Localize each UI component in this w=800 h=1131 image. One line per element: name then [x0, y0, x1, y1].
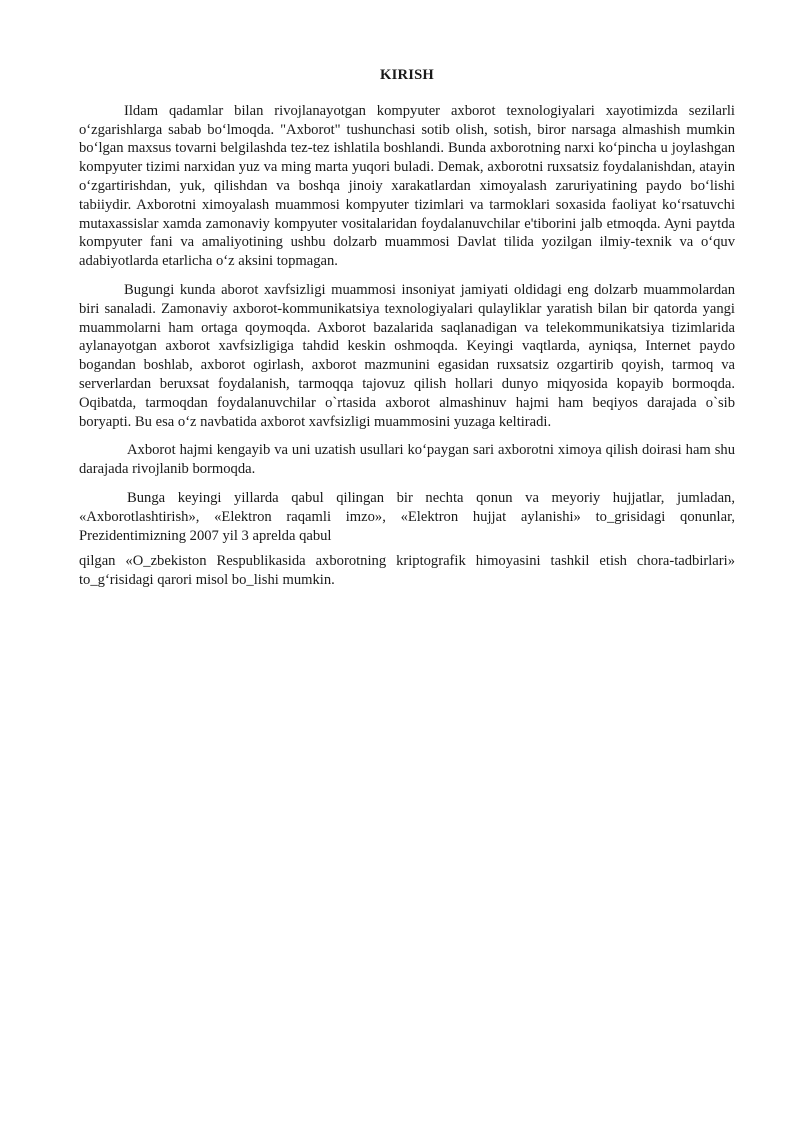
paragraph-3: Axborot hajmi kengayib va uni uzatish usullari koʻpaygan sari axborotni ximoya qilish doirasi ham shu darajada rivojlanib bormoqda. — [79, 442, 735, 478]
paragraph-1: Ildam qadamlar bilan rivojlanayotgan kompyuter axborot texnologiyalari xayotimizda sezilarli oʻzgarishlarga sabab boʻlmoqda. "Axborot" tushunchasi sotib olish, sotish, biror narsaga almashish mumkin boʻlgan maxsus tovarni belgilashda tez-tez ishlatila boshlandi. Bunda axborotning narxi koʻpincha u joylashgan kompyuter tizimi narxidan yuz va ming marta yuqori buladi. Demak, axborotni ruxsatsiz foydalanishdan, atayin oʻzgartirishdan, yuk, qilishdan va boshqa jinoiy xarakatlardan ximoyalash zaruriyatining paydo boʻlishi tabiiydir. Axborotni ximoyalash muammosi kompyuter tizimlari va tarmoklari soxasida faoliyat koʻrsatuvchi mutaxassislar xamda zamonaviy kompyuter vositalaridan foydalanuvchilar e'tiborini jalb etmoqda. Ayni paytda kompyuter fani va amaliyotining ushbu dolzarb muammosi Davlat tilida yozilgan ilmiy-texnik va oʻquv adabiyotlarda etarlicha oʻz aksini topmagan. — [79, 102, 735, 270]
paragraph-2: Bugungi kunda aborot xavfsizligi muammosi insoniyat jamiyati oldidagi eng dolzarb muammolardan biri sanaladi. Zamonaviy axborot-kommunikatsiya texnologiyalari qulayliklar yaratish bilan bir qatorda yangi muammolarni ham ortaga qoymoqda. Axborot bazalarida saqlanadigan va telekommunikatsiya tizimlarida aylanayotgan axborot xavfsizligiga tahdid keskin oshmoqda. Keyingi vaqtlarda, ayniqsa, Internet paydo bogandan boshlab, axborot ogirlash, axborot mazmunini egasidan ruxsatsiz ozgartirib qoyish, tarmoq va serverlardan beruxsat foydalanish, tarmoqqa tajovuz qilish hollari dunyo miqyosida kopayib bormoqda. Oqibatda, tarmoqdan foydalanuvchilar o`rtasida axborot almashinuv hajmi ham beqiyos darajada o`sib boryapti. Bu esa oʻz navbatida axborot xavfsizligi muammosini yuzaga keltiradi. — [79, 281, 735, 430]
document-page — [79, 66, 735, 590]
paragraph-5: qilgan «O_zbekiston Respublikasida axborotning kriptografik himoyasini tashkil etish chora-tadbirlari» to_gʻrisidagi qarori misol bo_lishi mumkin. — [79, 553, 735, 589]
document-title: KIRISH — [380, 67, 434, 83]
paragraph-4: Bunga keyingi yillarda qabul qilingan bir nechta qonun va meyoriy hujjatlar, jumladan, «Axborotlashtirish», «Elektron raqamli imzo», «Elektron hujjat aylanishi» to_grisidagi qonunlar, Prezidentimizning 2007 yil 3 aprelda qabul — [79, 489, 735, 544]
